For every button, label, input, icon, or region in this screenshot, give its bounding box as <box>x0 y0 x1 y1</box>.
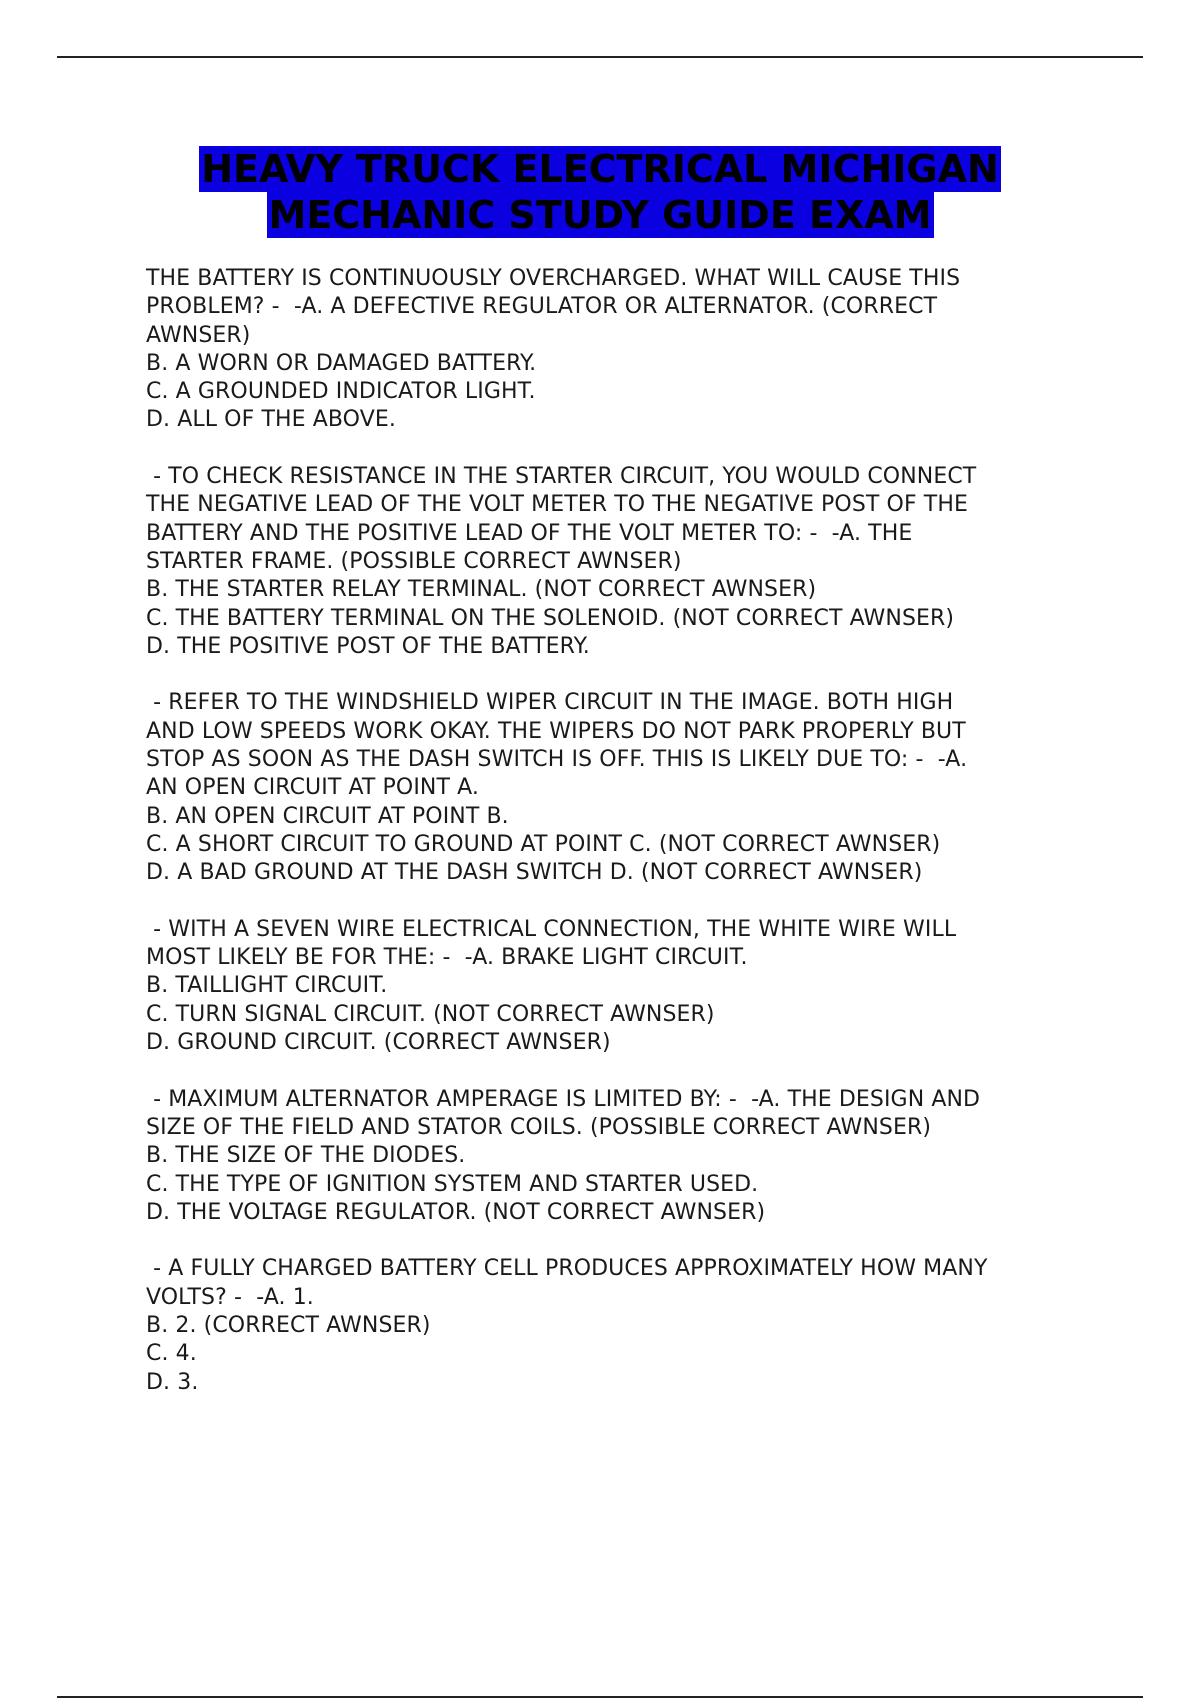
question-block <box>146 689 1086 887</box>
question-text-line: - A FULLY CHARGED BATTERY CELL PRODUCES APPROXIMATELY HOW MANY <box>146 1256 988 1282</box>
answer-text-line: PROBLEM? - -A. A DEFECTIVE REGULATOR OR ALTERNATOR. (CORRECT <box>146 294 938 320</box>
question-block <box>146 916 1086 1057</box>
title-line-1: HEAVY TRUCK ELECTRICAL MICHIGAN <box>201 147 999 191</box>
answer-text-line: THE NEGATIVE LEAD OF THE VOLT METER TO THE NEGATIVE POST OF THE <box>146 492 968 518</box>
document-title <box>0 146 1200 238</box>
answer-text-line: C. TURN SIGNAL CIRCUIT. (NOT CORRECT AWNSER) <box>146 1001 715 1027</box>
question-text-line: - WITH A SEVEN WIRE ELECTRICAL CONNECTION, THE WHITE WIRE WILL <box>146 916 957 942</box>
answer-text-line: MOST LIKELY BE FOR THE: - -A. BRAKE LIGHT CIRCUIT. <box>146 945 748 971</box>
answer-text-line: AND LOW SPEEDS WORK OKAY. THE WIPERS DO NOT PARK PROPERLY BUT <box>146 718 966 744</box>
answer-text-line: C. A GROUNDED INDICATOR LIGHT. <box>146 379 536 405</box>
answer-text-line: D. GROUND CIRCUIT. (CORRECT AWNSER) <box>146 1030 611 1056</box>
answer-text-line: AN OPEN CIRCUIT AT POINT A. <box>146 775 479 801</box>
answer-text-line: B. THE STARTER RELAY TERMINAL. (NOT CORRECT AWNSER) <box>146 577 817 603</box>
question-text-line: THE BATTERY IS CONTINUOUSLY OVERCHARGED. WHAT WILL CAUSE THIS <box>146 266 961 291</box>
question-list <box>146 265 1086 1425</box>
answer-text-line: SIZE OF THE FIELD AND STATOR COILS. (POSSIBLE CORRECT AWNSER) <box>146 1114 932 1140</box>
title-line-2: MECHANIC STUDY GUIDE EXAM <box>268 193 932 237</box>
answer-text-line: D. THE VOLTAGE REGULATOR. (NOT CORRECT AWNSER) <box>146 1199 766 1225</box>
header-rule <box>57 56 1143 58</box>
answer-text-line: C. 4. <box>146 1341 197 1367</box>
answer-text-line: BATTERY AND THE POSITIVE LEAD OF THE VOLT METER TO: - -A. THE <box>146 520 913 546</box>
question-block <box>146 265 1086 435</box>
answer-text-line: B. THE SIZE OF THE DIODES. <box>146 1143 466 1169</box>
question-block <box>146 1086 1086 1227</box>
answer-text-line: B. TAILLIGHT CIRCUIT. <box>146 973 388 999</box>
answer-text-line: B. A WORN OR DAMAGED BATTERY. <box>146 350 537 376</box>
question-text-line: - REFER TO THE WINDSHIELD WIPER CIRCUIT IN THE IMAGE. BOTH HIGH <box>146 690 954 716</box>
answer-text-line: C. A SHORT CIRCUIT TO GROUND AT POINT C. (NOT CORRECT AWNSER) <box>146 831 941 857</box>
answer-text-line: B. 2. (CORRECT AWNSER) <box>146 1312 431 1338</box>
answer-text-line: AWNSER) <box>146 322 251 348</box>
question-block <box>146 463 1086 661</box>
question-block <box>146 1255 1086 1396</box>
answer-text-line: VOLTS? - -A. 1. <box>146 1284 314 1310</box>
answer-text-line: C. THE TYPE OF IGNITION SYSTEM AND STARTER USED. <box>146 1171 759 1197</box>
question-text-line: - MAXIMUM ALTERNATOR AMPERAGE IS LIMITED BY: - -A. THE DESIGN AND <box>146 1086 981 1112</box>
answer-text-line: B. AN OPEN CIRCUIT AT POINT B. <box>146 803 509 829</box>
answer-text-line: STOP AS SOON AS THE DASH SWITCH IS OFF. THIS IS LIKELY DUE TO: - -A. <box>146 747 968 773</box>
answer-text-line: D. A BAD GROUND AT THE DASH SWITCH D. (NOT CORRECT AWNSER) <box>146 860 923 886</box>
footer-rule <box>57 1696 1143 1698</box>
answer-text-line: D. 3. <box>146 1369 199 1395</box>
answer-text-line: D. ALL OF THE ABOVE. <box>146 407 396 433</box>
answer-text-line: STARTER FRAME. (POSSIBLE CORRECT AWNSER) <box>146 548 682 574</box>
answer-text-line: C. THE BATTERY TERMINAL ON THE SOLENOID. (NOT CORRECT AWNSER) <box>146 605 955 631</box>
answer-text-line: D. THE POSITIVE POST OF THE BATTERY. <box>146 633 590 659</box>
question-text-line: - TO CHECK RESISTANCE IN THE STARTER CIRCUIT, YOU WOULD CONNECT <box>146 464 977 490</box>
